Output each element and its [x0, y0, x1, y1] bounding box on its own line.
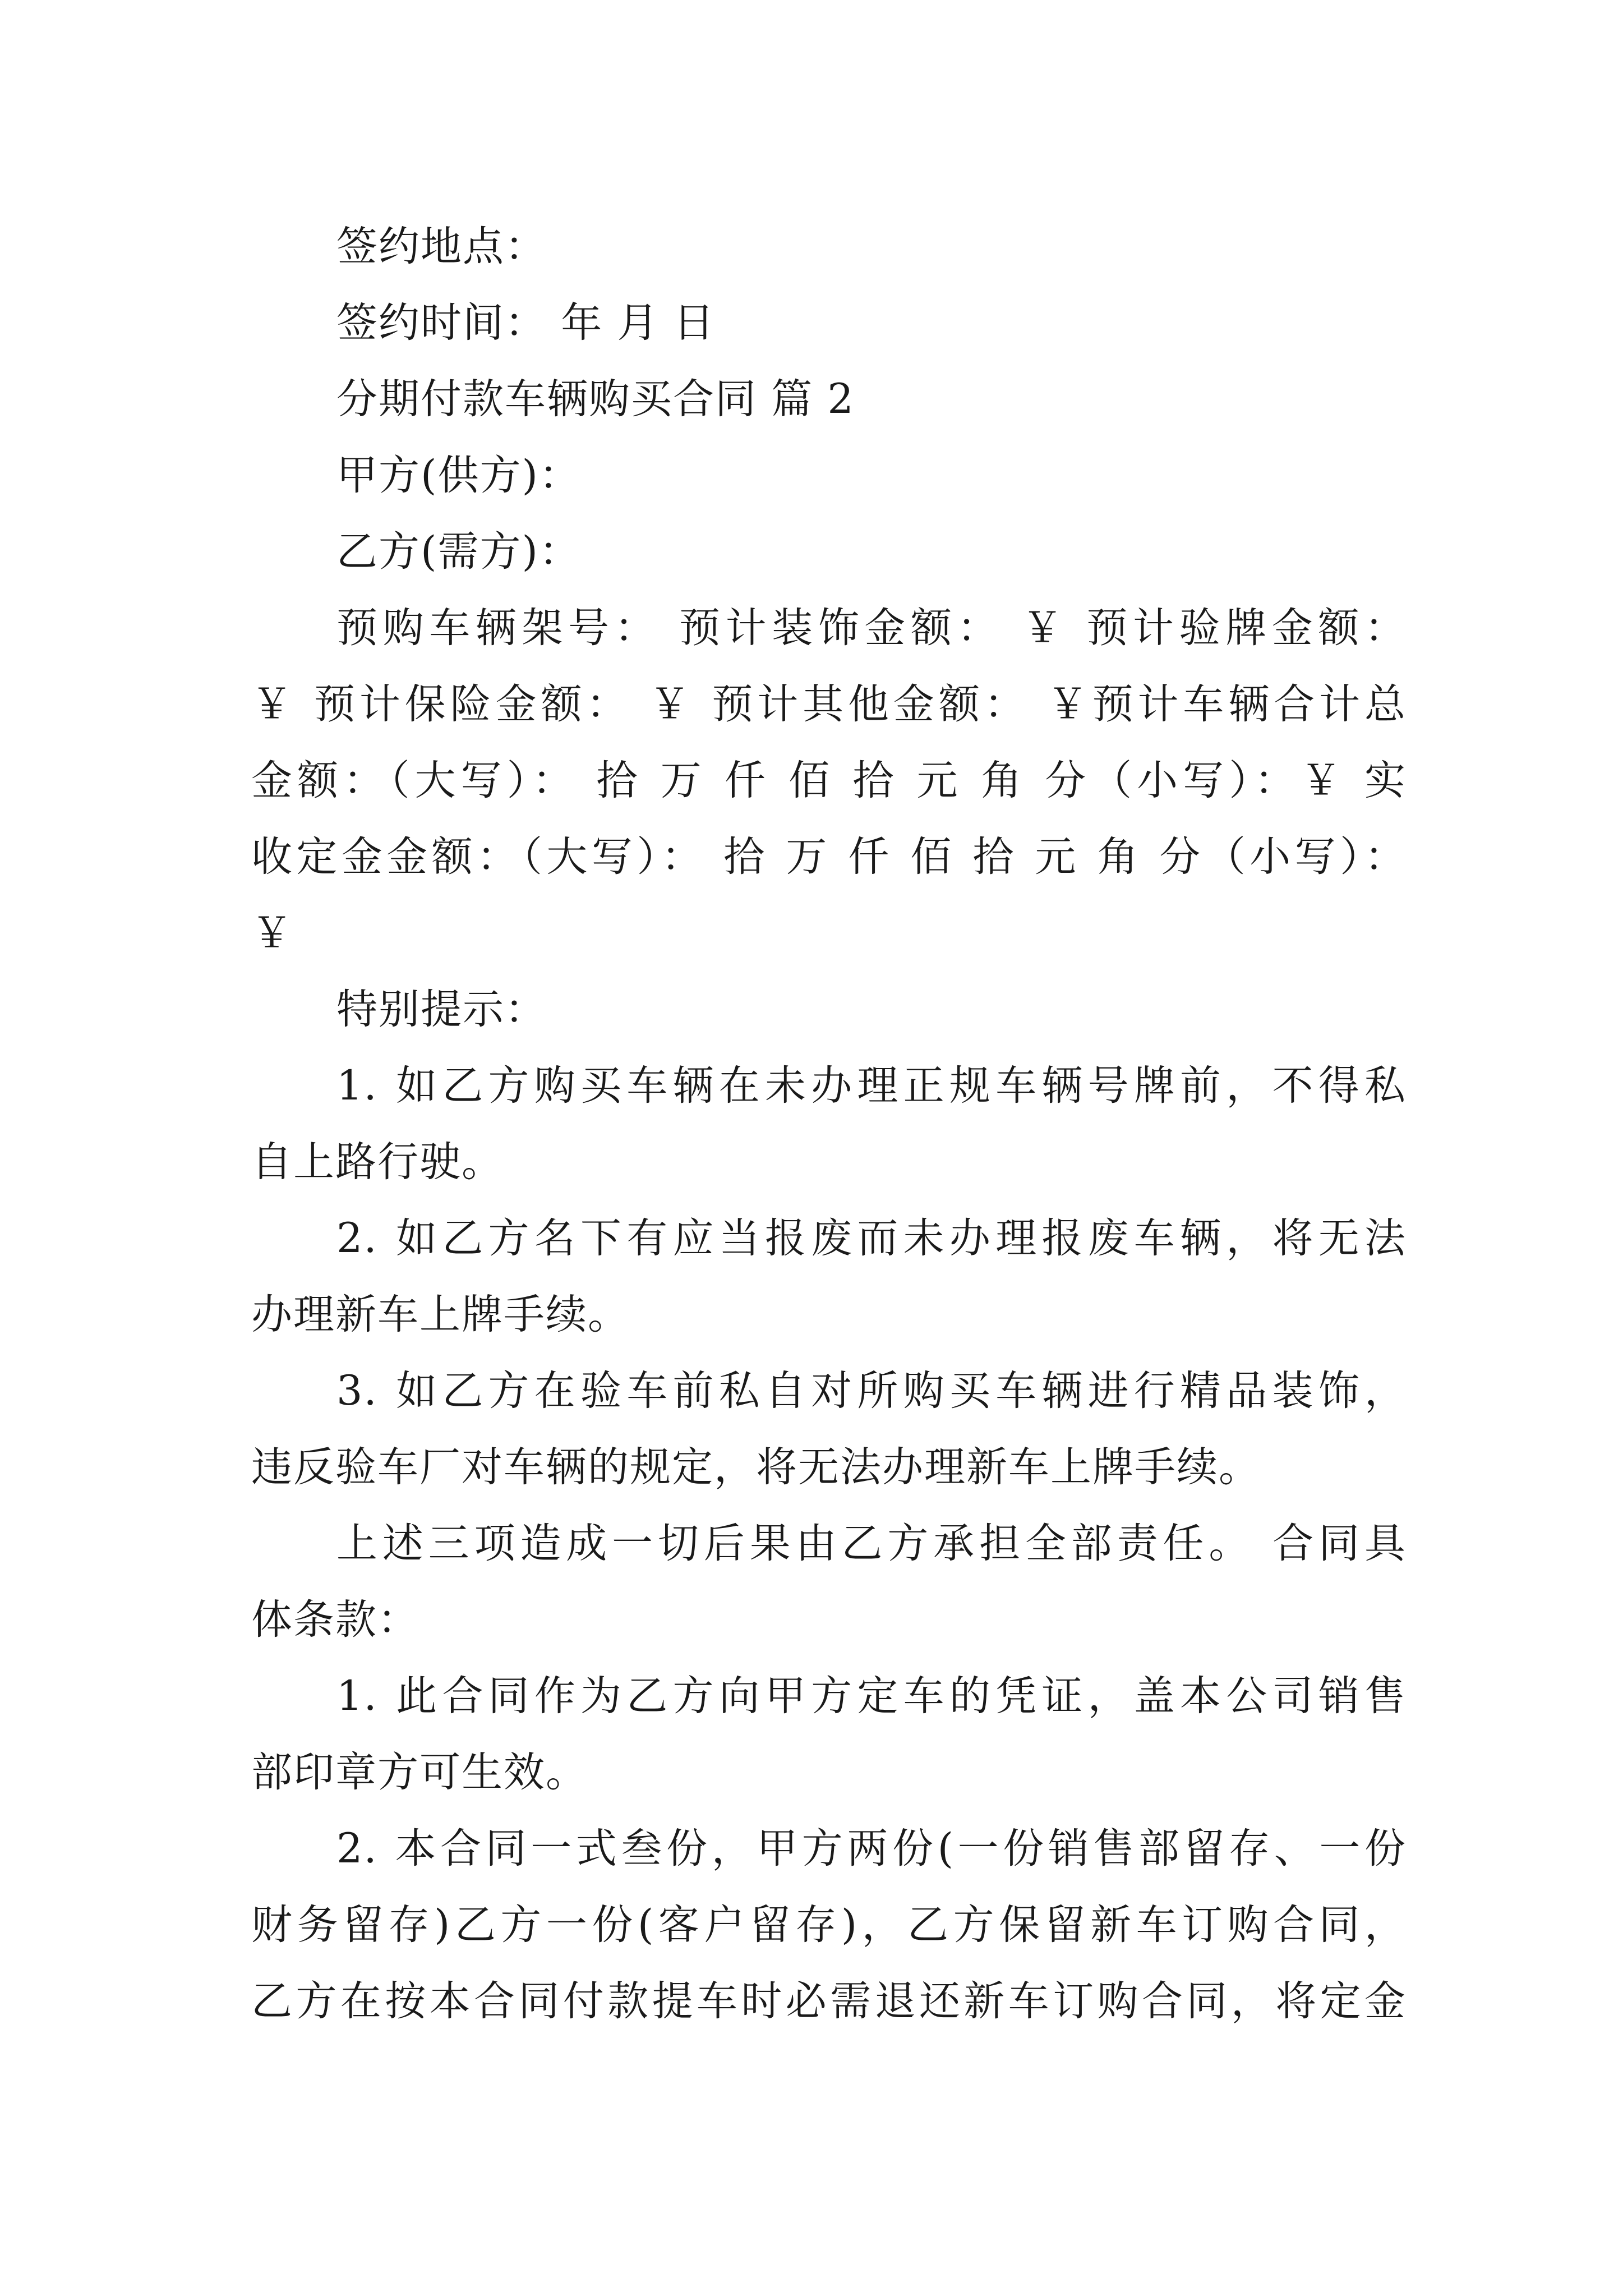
text-line: 违反验车厂对车辆的规定，将无法办理新车上牌手续。: [251, 1443, 1261, 1491]
text-line: 金额：（大写）： 拾 万 仟 佰 拾 元 角 分（小写）：￥ 实: [251, 757, 1407, 804]
text-line: 自上路行驶。: [251, 1138, 504, 1186]
text-line: 财务留存)乙方一份(客户留存)，乙方保留新车订购合同，: [251, 1901, 1407, 1949]
text-line: 1. 此合同作为乙方向甲方定车的凭证，盖本公司销售: [336, 1672, 1407, 1720]
text-line: 甲方(供方)：: [336, 452, 581, 499]
text-line: 收定金金额：（大写）： 拾 万 仟 佰 拾 元 角 分（小写）：: [251, 833, 1407, 881]
text-line: 体条款：: [251, 1596, 419, 1644]
text-line: 签约时间： 年 月 日: [336, 299, 716, 347]
text-line: ￥: [251, 909, 293, 957]
text-line: 签约地点：: [336, 223, 547, 270]
text-line: 乙方(需方)：: [336, 528, 581, 576]
text-line: 部印章方可生效。: [251, 1749, 588, 1796]
text-line: 预购车辆架号： 预计装饰金额： ￥ 预计验牌金额：: [336, 604, 1407, 652]
text-line: 上述三项造成一切后果由乙方承担全部责任。 合同具: [336, 1520, 1407, 1567]
text-line: 分期付款车辆购买合同 篇 2: [336, 375, 855, 423]
document-body: [251, 209, 1407, 2040]
text-line: 2. 如乙方名下有应当报废而未办理报废车辆，将无法: [336, 1214, 1407, 1262]
text-line: 2. 本合同一式叁份，甲方两份(一份销售部留存、一份: [336, 1825, 1407, 1872]
text-line: 办理新车上牌手续。: [251, 1291, 630, 1338]
text-line: 乙方在按本合同付款提车时必需退还新车订购合同，将定金: [251, 1977, 1407, 2025]
text-line: 特别提示：: [336, 986, 547, 1033]
text-line: 3. 如乙方在验车前私自对所购买车辆进行精品装饰，: [336, 1367, 1407, 1415]
text-line: ￥ 预计保险金额： ￥ 预计其他金额： ￥预计车辆合计总: [251, 680, 1407, 728]
text-line: 1. 如乙方购买车辆在未办理正规车辆号牌前，不得私: [336, 1062, 1407, 1110]
